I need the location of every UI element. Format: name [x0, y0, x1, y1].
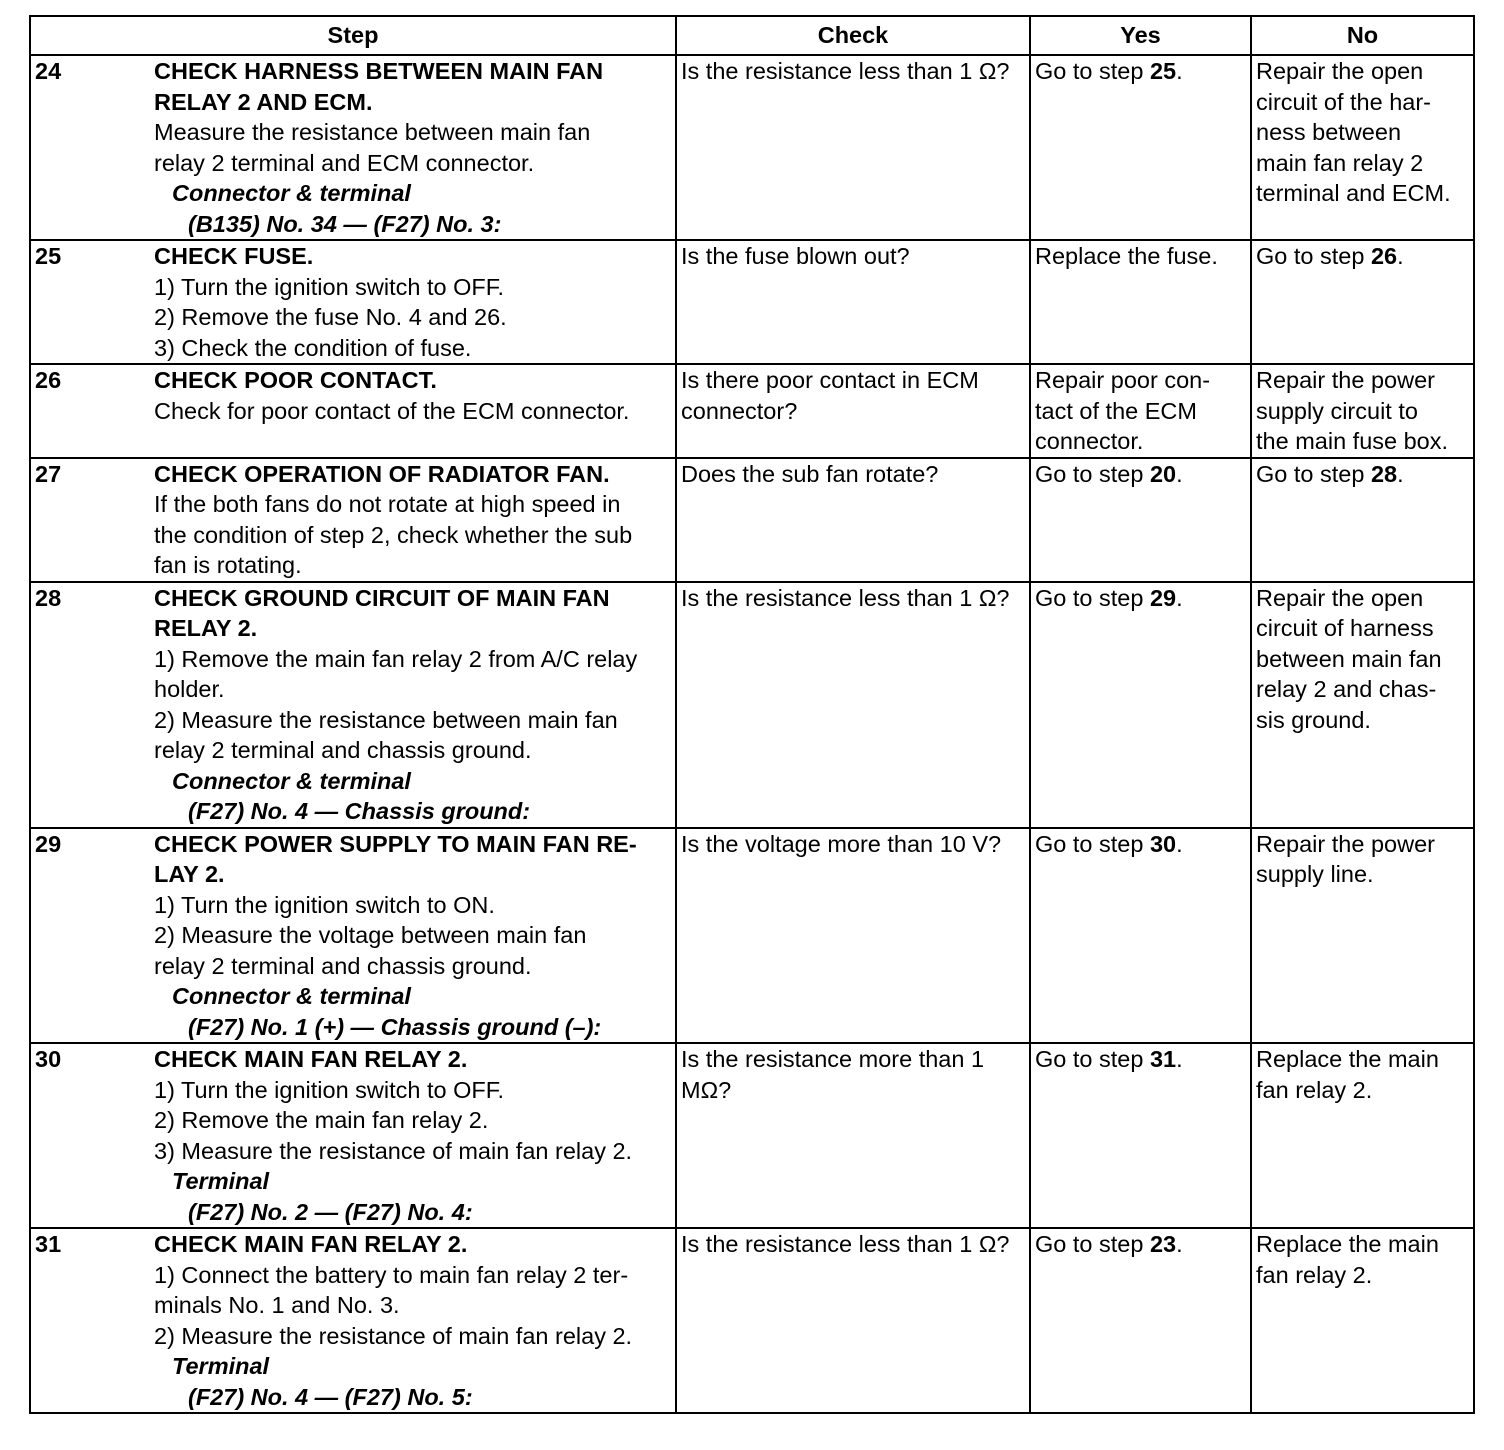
no-cell — [1251, 1043, 1474, 1228]
step-title: LAY 2. — [154, 861, 225, 887]
check-text: Is the resistance less than 1 Ω? — [681, 584, 1010, 611]
yes-cell — [1030, 55, 1251, 240]
yes-goto-step: 29 — [1149, 584, 1177, 611]
no-cell — [1251, 828, 1474, 1044]
connector-label: Connector & terminal — [172, 180, 411, 206]
yes-goto-prefix: Go to step — [1035, 830, 1150, 857]
table-row — [30, 55, 1474, 240]
yes-goto-step: 25 — [1149, 58, 1177, 84]
step-instruction: 3) Measure the resistance of main fan relay 2. — [154, 1137, 633, 1164]
yes-goto — [1035, 1229, 1246, 1260]
step-instruction: 1) Turn the ignition switch to OFF. — [154, 273, 505, 300]
step-cell — [150, 55, 676, 240]
yes-cell — [1030, 458, 1251, 582]
step-instruction: the condition of step 2, check whether the sub — [154, 521, 633, 548]
connector-value: (B135) No. 34 — (F27) No. 3: — [188, 210, 502, 237]
header-step: Step — [30, 16, 676, 55]
check-text: Is the resistance less than 1 Ω? — [681, 58, 1010, 84]
step-number: 25 — [30, 240, 150, 364]
check-cell — [676, 240, 1030, 364]
table-row — [30, 458, 1474, 582]
step-instruction: holder. — [154, 676, 225, 702]
header-no: No — [1251, 16, 1474, 55]
step-title: CHECK HARNESS BETWEEN MAIN FAN — [154, 58, 604, 84]
no-text: supply line. — [1256, 861, 1374, 887]
yes-goto-step: 31 — [1149, 1046, 1177, 1072]
no-goto-suffix: . — [1397, 243, 1404, 269]
check-text: Is the resistance less than 1 Ω? — [681, 1231, 1010, 1257]
no-cell — [1251, 364, 1474, 458]
yes-cell — [1030, 364, 1251, 458]
step-title: CHECK OPERATION OF RADIATOR FAN. — [154, 460, 610, 487]
yes-goto-step: 30 — [1149, 830, 1177, 857]
yes-goto-suffix: . — [1176, 830, 1183, 857]
check-cell — [676, 1043, 1030, 1228]
no-text: relay 2 and chas- — [1256, 676, 1437, 702]
no-goto-prefix: Go to step — [1256, 460, 1371, 487]
connector-value: (F27) No. 4 — Chassis ground: — [188, 798, 531, 824]
step-instruction: fan is rotating. — [154, 552, 302, 578]
no-goto-prefix: Go to step — [1256, 243, 1371, 269]
no-text: terminal and ECM. — [1256, 180, 1451, 206]
check-cell — [676, 364, 1030, 458]
no-text: Replace the main — [1256, 1231, 1439, 1257]
yes-text: Replace the fuse. — [1035, 243, 1218, 269]
no-cell — [1251, 582, 1474, 828]
step-instruction: relay 2 terminal and chassis ground. — [154, 952, 532, 979]
step-instruction: 1) Connect the battery to main fan relay 2 ter- — [154, 1261, 629, 1288]
check-text: Is the fuse blown out? — [681, 243, 910, 269]
yes-goto-step: 23 — [1149, 1231, 1177, 1257]
step-instruction: 3) Check the condition of fuse. — [154, 334, 472, 361]
header-yes: Yes — [1030, 16, 1251, 55]
yes-goto-suffix: . — [1176, 1046, 1183, 1072]
step-instruction: 1) Turn the ignition switch to OFF. — [154, 1076, 505, 1103]
step-number: 28 — [30, 582, 150, 828]
no-text: Repair the power — [1256, 830, 1435, 857]
header-row — [30, 16, 1474, 55]
no-text: Replace the main — [1256, 1046, 1439, 1072]
check-cell — [676, 828, 1030, 1044]
step-instruction: 2) Measure the voltage between main fan — [154, 922, 587, 948]
step-number: 31 — [30, 1228, 150, 1413]
yes-goto-step: 20 — [1149, 460, 1177, 487]
yes-text: connector. — [1035, 428, 1144, 454]
yes-goto — [1035, 829, 1246, 860]
no-text: between main fan — [1256, 645, 1442, 672]
step-instruction: 2) Measure the resistance of main fan relay 2. — [154, 1322, 633, 1349]
table-row — [30, 364, 1474, 458]
check-cell — [676, 582, 1030, 828]
check-text: Is the voltage more than 10 V? — [681, 830, 1002, 857]
step-number: 29 — [30, 828, 150, 1044]
step-cell — [150, 582, 676, 828]
no-goto-step: 28 — [1370, 460, 1398, 487]
yes-cell — [1030, 1043, 1251, 1228]
check-text: connector? — [681, 397, 798, 424]
table-row — [30, 240, 1474, 364]
step-title: RELAY 2 AND ECM. — [154, 88, 373, 115]
yes-goto — [1035, 459, 1246, 490]
step-instruction: 1) Turn the ignition switch to ON. — [154, 891, 495, 918]
step-cell — [150, 1043, 676, 1228]
yes-cell — [1030, 240, 1251, 364]
step-number: 26 — [30, 364, 150, 458]
check-cell — [676, 458, 1030, 582]
no-cell — [1251, 55, 1474, 240]
yes-cell — [1030, 1228, 1251, 1413]
connector-value: (F27) No. 1 (+) — Chassis ground (–): — [188, 1013, 602, 1040]
connector-value: (F27) No. 2 — (F27) No. 4: — [188, 1198, 473, 1225]
yes-goto-suffix: . — [1176, 1231, 1183, 1257]
step-instruction: 2) Remove the fuse No. 4 and 26. — [154, 304, 507, 330]
diagnostic-table — [29, 15, 1475, 1414]
step-instruction: relay 2 terminal and chassis ground. — [154, 737, 532, 763]
yes-goto-suffix: . — [1176, 460, 1183, 487]
no-cell — [1251, 458, 1474, 582]
no-text: sis ground. — [1256, 706, 1371, 733]
no-goto — [1256, 459, 1469, 490]
step-instruction: 2) Remove the main fan relay 2. — [154, 1107, 489, 1133]
step-cell — [150, 364, 676, 458]
connector-label: Connector & terminal — [172, 983, 411, 1009]
no-text: Repair the power — [1256, 367, 1435, 393]
step-instruction: 2) Measure the resistance between main fan — [154, 706, 618, 733]
no-goto-suffix: . — [1397, 460, 1404, 487]
no-text: supply circuit to — [1256, 397, 1418, 424]
yes-goto-prefix: Go to step — [1035, 1231, 1150, 1257]
step-instruction: If the both fans do not rotate at high speed in — [154, 491, 621, 517]
step-title: CHECK MAIN FAN RELAY 2. — [154, 1231, 468, 1257]
step-cell — [150, 828, 676, 1044]
table-row — [30, 1228, 1474, 1413]
no-text: fan relay 2. — [1256, 1076, 1373, 1103]
step-title: CHECK POWER SUPPLY TO MAIN FAN RE- — [154, 830, 637, 857]
no-text: circuit of harness — [1256, 615, 1434, 641]
table-row — [30, 1043, 1474, 1228]
step-instruction: relay 2 terminal and ECM connector. — [154, 149, 535, 176]
step-title: CHECK FUSE. — [154, 243, 314, 269]
yes-text: Repair poor con- — [1035, 367, 1211, 393]
yes-goto-suffix: . — [1176, 58, 1183, 84]
no-text: circuit of the har- — [1256, 88, 1432, 115]
header-check: Check — [676, 16, 1030, 55]
check-text: Is there poor contact in ECM — [681, 367, 979, 393]
step-instruction: Check for poor contact of the ECM connector. — [154, 397, 630, 424]
step-instruction: 1) Remove the main fan relay 2 from A/C relay — [154, 645, 638, 672]
no-text: the main fuse box. — [1256, 428, 1449, 454]
yes-goto-prefix: Go to step — [1035, 58, 1150, 84]
yes-goto — [1035, 1044, 1246, 1075]
step-cell — [150, 240, 676, 364]
no-text: fan relay 2. — [1256, 1261, 1373, 1288]
table-row — [30, 582, 1474, 828]
check-cell — [676, 55, 1030, 240]
check-text: Is the resistance more than 1 — [681, 1046, 985, 1072]
connector-label: Terminal — [172, 1353, 270, 1379]
yes-cell — [1030, 828, 1251, 1044]
check-text: MΩ? — [681, 1076, 732, 1103]
connector-label: Terminal — [172, 1168, 270, 1194]
yes-goto-prefix: Go to step — [1035, 460, 1150, 487]
step-title: CHECK POOR CONTACT. — [154, 367, 437, 393]
yes-goto — [1035, 56, 1246, 87]
yes-cell — [1030, 582, 1251, 828]
step-cell — [150, 1228, 676, 1413]
no-text: Repair the open — [1256, 584, 1424, 611]
no-goto-step: 26 — [1370, 243, 1398, 269]
step-title: CHECK GROUND CIRCUIT OF MAIN FAN — [154, 584, 610, 611]
check-cell — [676, 1228, 1030, 1413]
no-cell — [1251, 1228, 1474, 1413]
yes-goto — [1035, 583, 1246, 614]
no-text: main fan relay 2 — [1256, 149, 1424, 176]
no-goto — [1256, 241, 1469, 272]
no-cell — [1251, 240, 1474, 364]
connector-label: Connector & terminal — [172, 767, 411, 794]
step-cell — [150, 458, 676, 582]
connector-value: (F27) No. 4 — (F27) No. 5: — [188, 1383, 473, 1410]
no-text: Repair the open — [1256, 58, 1424, 84]
yes-goto-suffix: . — [1176, 584, 1183, 611]
step-number: 27 — [30, 458, 150, 582]
table-row — [30, 828, 1474, 1044]
yes-goto-prefix: Go to step — [1035, 584, 1150, 611]
yes-text: tact of the ECM — [1035, 397, 1197, 424]
step-instruction: minals No. 1 and No. 3. — [154, 1292, 400, 1318]
step-title: CHECK MAIN FAN RELAY 2. — [154, 1046, 468, 1072]
step-number: 24 — [30, 55, 150, 240]
check-text: Does the sub fan rotate? — [681, 460, 939, 487]
yes-goto-prefix: Go to step — [1035, 1046, 1150, 1072]
step-instruction: Measure the resistance between main fan — [154, 119, 591, 145]
step-number: 30 — [30, 1043, 150, 1228]
no-text: ness between — [1256, 119, 1402, 145]
step-title: RELAY 2. — [154, 615, 258, 641]
